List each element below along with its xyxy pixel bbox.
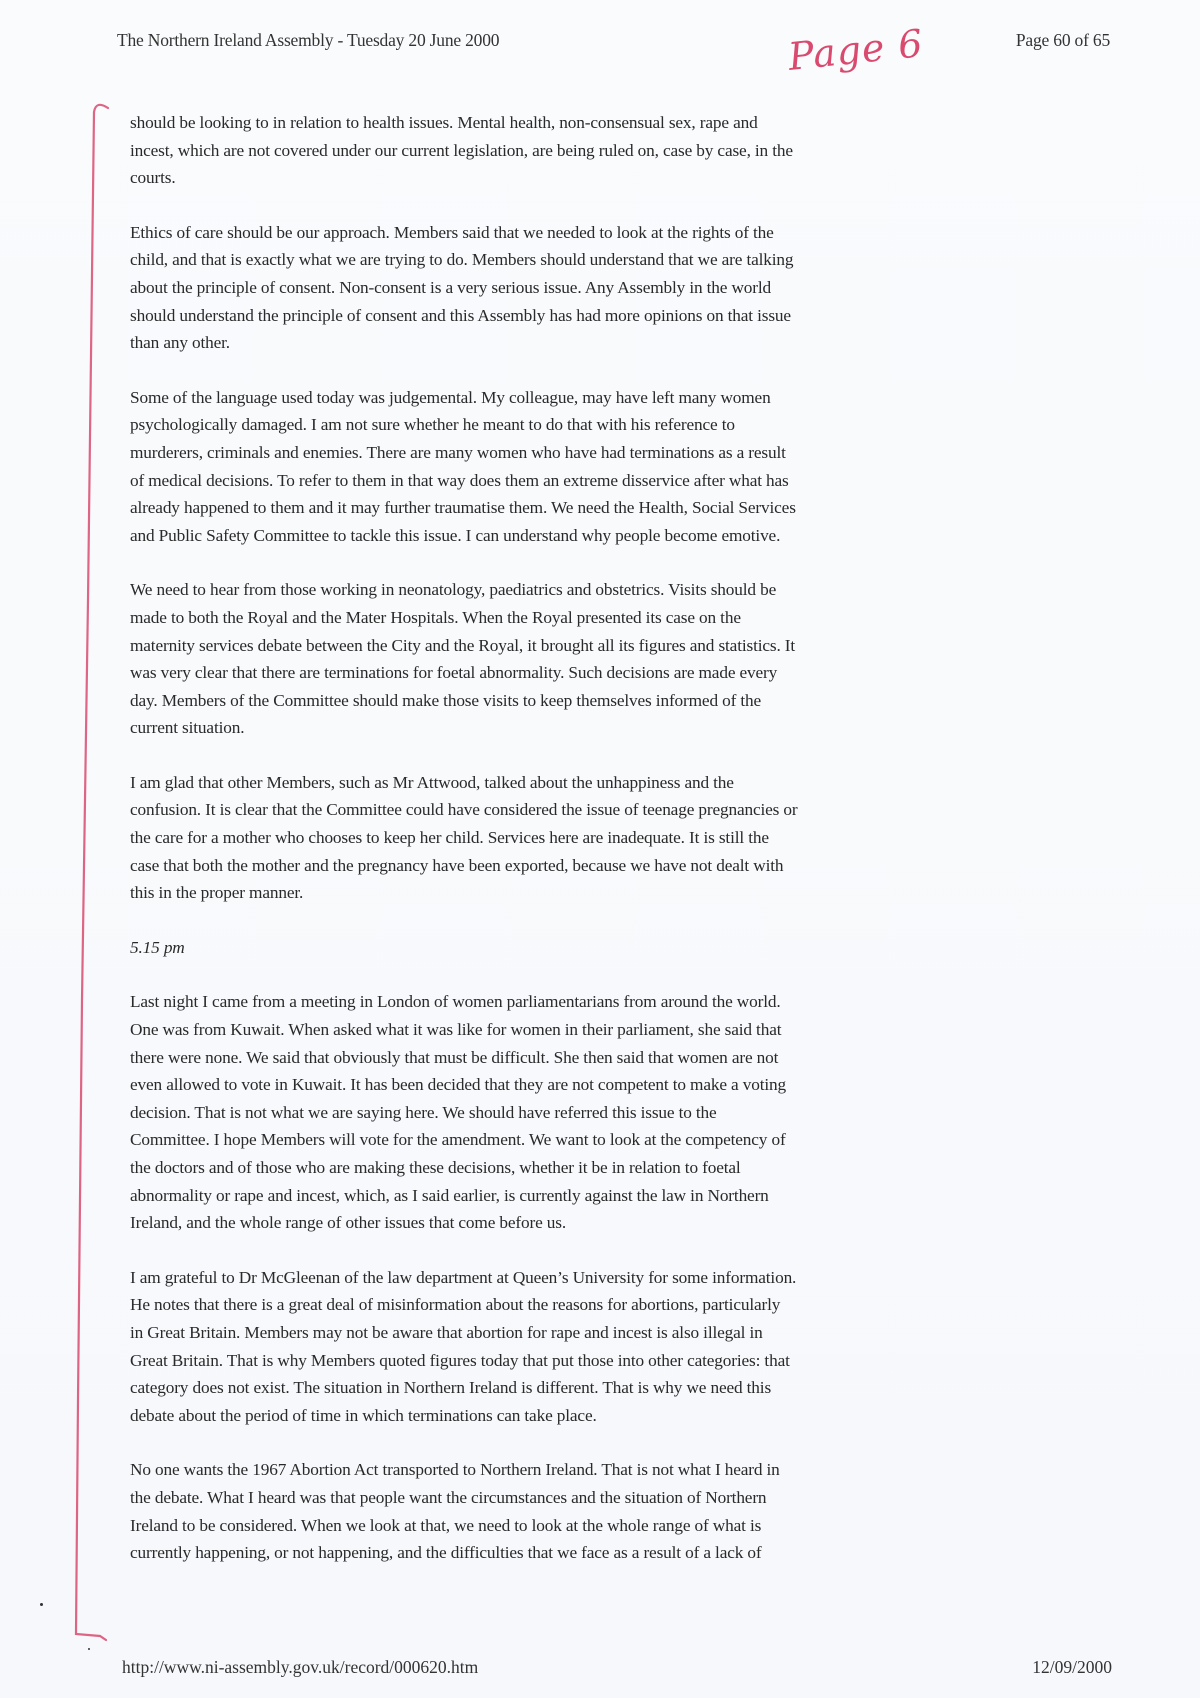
paragraph: We need to hear from those working in neonatology, paediatrics and obstetrics. Visits should be made to both the Royal and the Mater Hospitals. When the Royal presented its case on the maternity services debate between the City and the Royal, it brought all its figures and statistics. It was very clear that there are terminations for foetal abnormality. Such decisions are made every day. Members of the Committee should make those visits to keep themselves informed of the current situation. <box>130 580 796 738</box>
paragraph: Some of the language used today was judgemental. My colleague, may have left many women psychologically damaged. I am not sure whether he meant to do that with his reference to murderers, criminals and enemies. There are many women who have had terminations as a result of medical decisions. To refer to them in that way does them an extreme disservice after what has already happened to them and it may further traumatise them. We need the Health, Social Services and Public Safety Committee to tackle this issue. I can understand why people become emotive. <box>130 387 796 545</box>
paragraph: should be looking to in relation to health issues. Mental health, non-consensual sex, rape and incest, which are not covered under our current legislation, are being ruled on, case by case, in the courts. <box>130 113 793 188</box>
time-marker: 5.15 pm <box>130 937 185 957</box>
paragraph: I am glad that other Members, such as Mr Attwood, talked about the unhappiness and the confusion. It is clear that the Committee could have considered the issue of teenage pregnancies or the care for a mother who chooses to keep her child. Services here are inadequate. It is still the case that both the mother and the pregnancy have been exported, because we have not dealt with this in the proper manner. <box>130 772 798 903</box>
document-title: The Northern Ireland Assembly - Tuesday 20 June 2000 <box>117 30 500 50</box>
margin-bracket-line <box>76 105 108 1640</box>
paragraph: Ethics of care should be our approach. Members said that we needed to look at the rights of the child, and that is exactly what we are trying to do. Members should understand that we are talking about the principle of consent. Non-consent is a very serious issue. Any Assembly in the world should understand the principle of consent and this Assembly has had more opinions on that issue than any other. <box>130 222 794 353</box>
page-indicator: Page 60 of 65 <box>1015 30 1110 50</box>
page-header <box>117 30 1110 51</box>
source-url[interactable]: http://www.ni-assembly.gov.uk/record/000620.htm <box>122 1657 479 1677</box>
page-footer <box>122 1657 1112 1678</box>
paragraph: I am grateful to Dr McGleenan of the law department at Queen’s University for some information. He notes that there is a great deal of misinformation about the reasons for abortions, particularly in Great Britain. Members may not be aware that abortion for rape and incest is also illegal in Great Britain. That is why Members quoted figures today that put those into other categories: that category does not exist. The situation in Northern Ireland is different. That is why we need this debate about the period of time in which terminations can take place. <box>130 1267 797 1425</box>
paragraph: Last night I came from a meeting in London of women parliamentarians from around the world. One was from Kuwait. When asked what it was like for women in their parliament, she said that there were none. We said that obviously that must be difficult. She then said that women are not even allowed to vote in Kuwait. It has been decided that they are not competent to make a voting decision. That is not what we are saying here. We should have referred this issue to the Committee. I hope Members will vote for the amendment. We want to look at the competency of the doctors and of those who are making these decisions, whether it be in relation to foetal abnormality or rape and incest, which, as I said earlier, is currently against the law in Northern Ireland, and the whole range of other issues that come before us. <box>130 992 786 1233</box>
scan-speck <box>88 1648 90 1650</box>
paragraph: No one wants the 1967 Abortion Act transported to Northern Ireland. That is not what I heard in the debate. What I heard was that people want the circumstances and the situation of Northern Ireland to be considered. When we look at that, we need to look at the whole range of what is currently happening, or not happening, and the difficulties that we face as a result of a lack of <box>130 1460 780 1563</box>
scan-speck <box>40 1603 43 1606</box>
handwritten-page-note: Page 6 <box>786 21 926 79</box>
print-date: 12/09/2000 <box>1032 1657 1112 1677</box>
document-body <box>130 109 1090 1594</box>
